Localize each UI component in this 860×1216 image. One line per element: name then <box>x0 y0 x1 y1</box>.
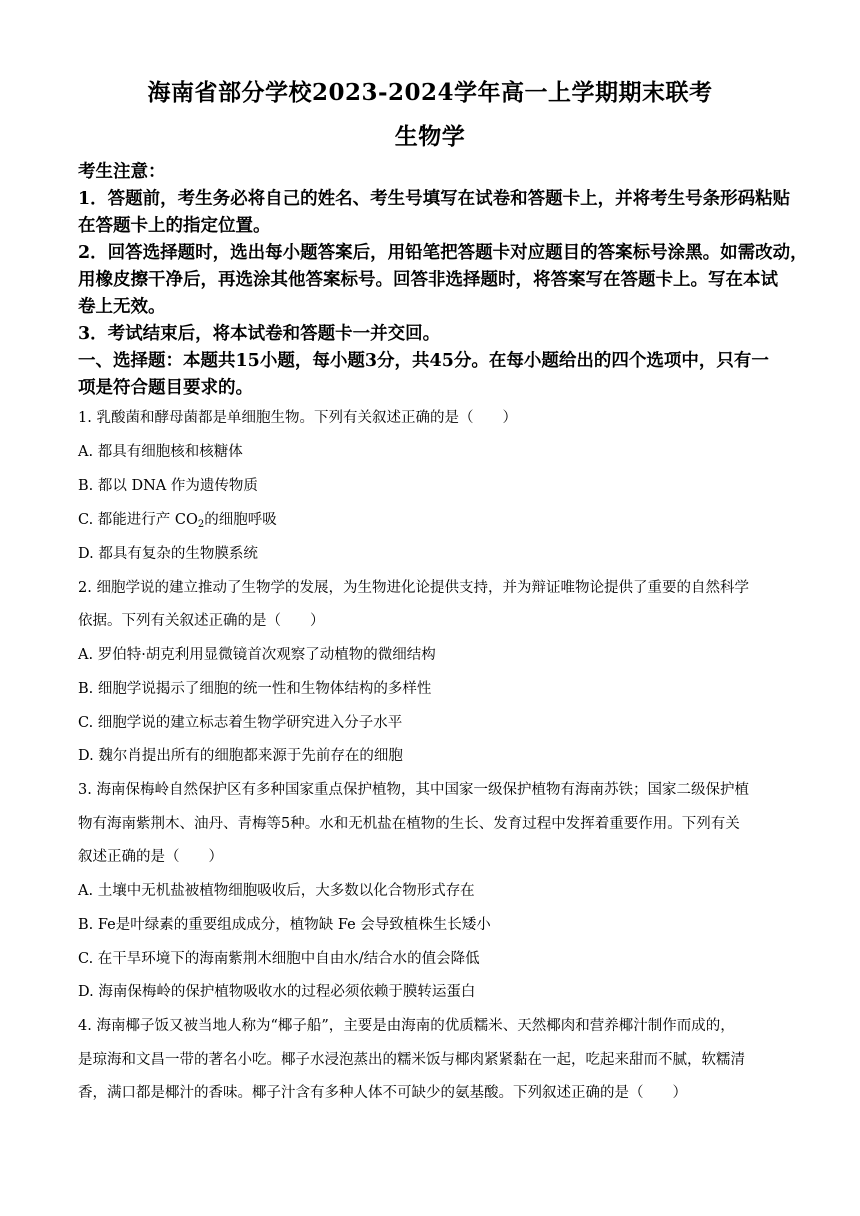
q3-stem-line-2: 物有海南紫荆木、油丹、青梅等5种。水和无机盐在植物的生长、发育过程中发挥着重要作用。下列有关 <box>78 816 740 832</box>
q3-option-c: C. 在干旱环境下的海南紫荆木细胞中自由水/结合水的值会降低 <box>78 951 480 967</box>
q1-option-c-subscript: 2 <box>197 519 205 530</box>
q2-stem-line-2: 依据。下列有关叙述正确的是（ ） <box>78 613 325 629</box>
q3-option-b: B. Fe是叶绿素的重要组成成分，植物缺 Fe 会导致植株生长矮小 <box>78 917 491 933</box>
q4-stem-line-2: 是琼海和文昌一带的著名小吃。椰子水浸泡蒸出的糯米饭与椰肉紧紧黏在一起，吃起来甜而不腻，软糯清 <box>78 1052 745 1068</box>
q1-option-d: D. 都具有复杂的生物膜系统 <box>78 546 258 562</box>
q3-stem-line-1: 3. 海南保梅岭自然保护区有多种国家重点保护植物，其中国家一级保护植物有海南苏铁；国家二级保护植 <box>78 782 749 798</box>
q2-option-b: B. 细胞学说揭示了细胞的统一性和生物体结构的多样性 <box>78 681 432 697</box>
q1-option-c <box>78 508 277 530</box>
q1-option-c-tail: 的细胞呼吸 <box>204 512 277 528</box>
q3-stem-line-3: 叙述正确的是（ ） <box>78 849 223 865</box>
notice-heading: 考生注意： <box>78 162 166 182</box>
q1-stem: 1. 乳酸菌和酵母菌都是单细胞生物。下列有关叙述正确的是（ ） <box>78 410 517 426</box>
q3-option-a: A. 土壤中无机盐被植物细胞吸收后，大多数以化合物形式存在 <box>78 883 475 899</box>
q4-stem-line-1: 4. 海南椰子饭又被当地人称为“椰子船”，主要是由海南的优质糯米、天然椰肉和营养椰汁制作而成的， <box>78 1018 735 1034</box>
q2-stem-line-1: 2. 细胞学说的建立推动了生物学的发展，为生物进化论提供支持，并为辩证唯物论提供了重要的自然科学 <box>78 580 749 596</box>
q1-option-a: A. 都具有细胞核和核糖体 <box>78 444 243 460</box>
q1-option-b: B. 都以 DNA 作为遗传物质 <box>78 478 258 494</box>
notice-item-1-line-2: 在答题卡上的指定位置。 <box>78 216 271 236</box>
exam-title: 海南省部分学校2023-2024学年高一上学期期末联考 <box>147 79 713 106</box>
notice-item-2-line-3: 卷上无效。 <box>78 297 166 317</box>
q2-option-a: A. 罗伯特·胡克利用显微镜首次观察了动植物的微细结构 <box>78 647 436 663</box>
notice-item-1-line-1: 1．答题前，考生务必将自己的姓名、考生号填写在试卷和答题卡上，并将考生号条形码粘贴 <box>78 189 791 209</box>
q2-option-d: D. 魏尔肖提出所有的细胞都来源于先前存在的细胞 <box>78 748 403 764</box>
notice-item-2-line-2: 用橡皮擦干净后，再选涂其他答案标号。回答非选择题时，将答案写在答题卡上。写在本试 <box>78 270 778 290</box>
q3-option-d: D. 海南保梅岭的保护植物吸收水的过程必须依赖于膜转运蛋白 <box>78 984 476 1000</box>
q1-option-c-text: C. 都能进行产 CO <box>78 512 198 528</box>
notice-item-3-line-1: 3．考试结束后，将本试卷和答题卡一并交回。 <box>78 324 441 344</box>
q4-stem-line-3: 香，满口都是椰汁的香味。椰子汁含有多种人体不可缺少的氨基酸。下列叙述正确的是（ ） <box>78 1085 687 1101</box>
section-heading-line-1: 一、选择题：本题共15小题，每小题3分，共45分。在每小题给出的四个选项中，只有一 <box>78 351 769 371</box>
section-heading-line-2: 项是符合题目要求的。 <box>78 378 253 398</box>
notice-item-2-line-1: 2．回答选择题时，选出每小题答案后，用铅笔把答题卡对应题目的答案标号涂黑。如需改动， <box>78 243 808 263</box>
q2-option-c: C. 细胞学说的建立标志着生物学研究进入分子水平 <box>78 715 403 731</box>
subject-title: 生物学 <box>394 123 466 150</box>
